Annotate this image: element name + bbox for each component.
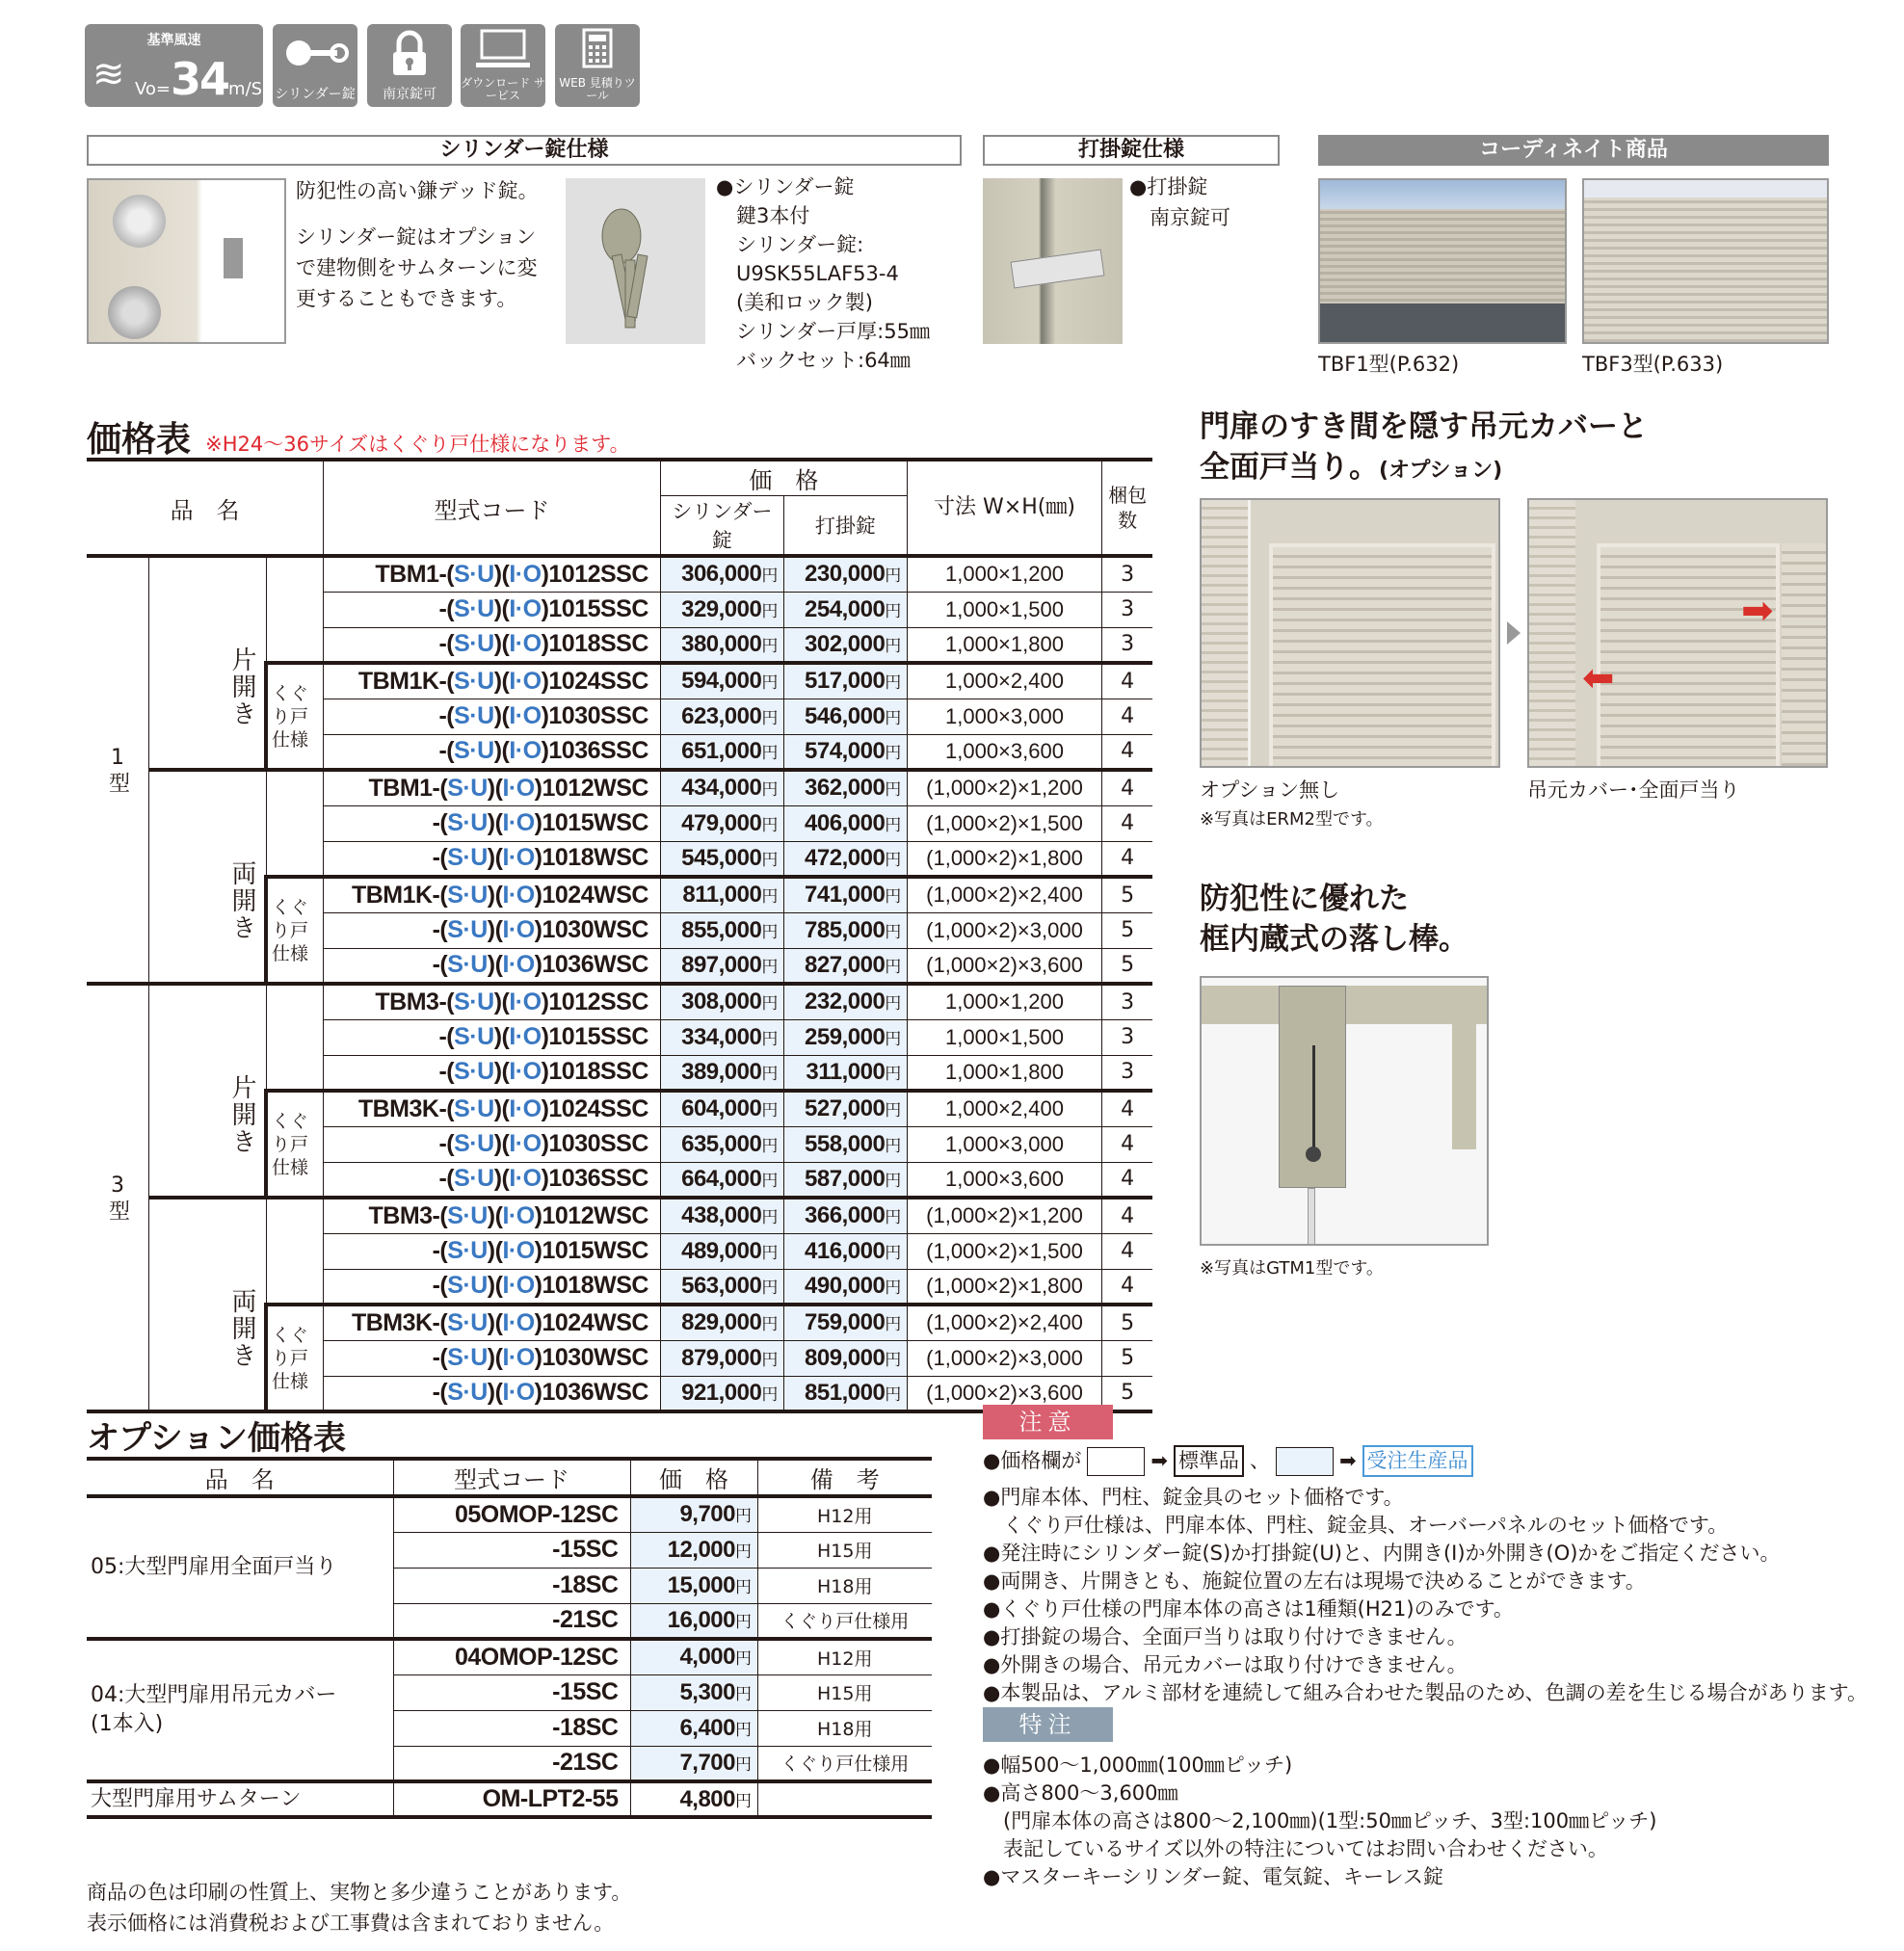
model-code: -(S·U)(I·O)1030SSC: [324, 699, 661, 734]
option-header-name: 品 名: [87, 1459, 393, 1496]
special-order-list: [983, 1752, 1657, 1891]
model-code: -(S·U)(I·O)1030WSC: [324, 1340, 661, 1376]
dimension: 1,000×1,500: [907, 592, 1101, 627]
header-name: 品 名: [87, 460, 324, 556]
header-cylinder: シリンダー錠: [660, 496, 783, 557]
model-code: -(S·U)(I·O)1018SSC: [324, 627, 661, 663]
package-count: 5: [1102, 1305, 1152, 1340]
package-count: 3: [1102, 984, 1152, 1019]
model-code: TBM3K-(S·U)(I·O)1024WSC: [324, 1305, 661, 1340]
model-code: -(S·U)(I·O)1036WSC: [324, 1376, 661, 1411]
cylinder-price: 545,000円: [660, 841, 783, 877]
kuguri-label: くぐり戸 仕様: [266, 663, 324, 770]
model-code: TBM3-(S·U)(I·O)1012WSC: [324, 1198, 661, 1233]
option-note: くぐり戸仕様用: [757, 1603, 932, 1639]
dimension: (1,000×2)×2,400: [907, 877, 1101, 912]
arrow-right-icon: [1507, 621, 1521, 645]
package-count: 3: [1102, 1019, 1152, 1055]
dimension: 1,000×2,400: [907, 663, 1101, 699]
cylinder-price: 434,000円: [660, 770, 783, 805]
padlock-price: 851,000円: [783, 1376, 907, 1411]
price-table-note: ※H24～36サイズはくぐり戸仕様になります。: [205, 433, 630, 456]
model-code: -(S·U)(I·O)1015SSC: [324, 1019, 661, 1055]
option-note: [757, 1781, 932, 1817]
package-count: 3: [1102, 1055, 1152, 1091]
package-count: 5: [1102, 877, 1152, 912]
option-price: 7,700円: [630, 1746, 757, 1781]
model-code: -(S·U)(I·O)1015WSC: [324, 805, 661, 841]
package-count: 4: [1102, 1126, 1152, 1162]
cylinder-price: 811,000円: [660, 877, 783, 912]
note-item: 表記しているサイズ以外の特注についてはお問い合わせください。: [983, 1837, 1608, 1860]
padlock-price: 259,000円: [783, 1019, 907, 1055]
gate-photo-without-option: [1200, 498, 1500, 768]
cylinder-price: 334,000円: [660, 1019, 783, 1055]
dimension: 1,000×3,000: [907, 1126, 1101, 1162]
model-code: -(S·U)(I·O)1018SSC: [324, 1055, 661, 1091]
option-price: 4,000円: [630, 1639, 757, 1674]
feature2-title: 防犯性に優れた 框内蔵式の落し棒。: [1200, 882, 1468, 957]
feature2-caption: ※写真はGTM1型です。: [1200, 1258, 1384, 1279]
padlock-icon: [385, 30, 434, 78]
model-code: TBM1K-(S·U)(I·O)1024WSC: [324, 877, 661, 912]
note-item: ●外開きの場合、吊元カバーは取り付けできません。: [983, 1653, 1468, 1676]
note-item: ●打掛錠の場合、全面戸当りは取り付けできません。: [983, 1625, 1468, 1648]
option-code: 05OMOP-12SC: [393, 1496, 630, 1532]
arrow-icon: ➡: [1338, 1449, 1357, 1472]
cylinder-price: 479,000円: [660, 805, 783, 841]
type-label: 3型: [87, 984, 149, 1411]
padlock-price: 809,000円: [783, 1340, 907, 1376]
padlock-price: 311,000円: [783, 1055, 907, 1091]
cylinder-price: 306,000円: [660, 556, 783, 592]
package-count: 5: [1102, 912, 1152, 948]
option-note: H18用: [757, 1568, 932, 1603]
header-dimension: 寸法 W×H(㎜): [907, 460, 1101, 556]
padlock-price: 759,000円: [783, 1305, 907, 1340]
package-count: 3: [1102, 556, 1152, 592]
header-code: 型式コード: [324, 460, 661, 556]
cylinder-lock-badge: シリンダー錠: [273, 24, 357, 107]
opening-type-label: 片開き: [149, 984, 267, 1198]
order-label: 受注生産品: [1362, 1445, 1473, 1477]
dimension: 1,000×3,000: [907, 699, 1101, 734]
padlock-price: 546,000円: [783, 699, 907, 734]
note-item: ●マスターキーシリンダー錠、電気錠、キーレス錠: [983, 1865, 1444, 1888]
padlock-detail-1: ●打掛錠: [1129, 175, 1208, 198]
option-note: H12用: [757, 1639, 932, 1674]
dimension: (1,000×2)×3,000: [907, 1340, 1101, 1376]
package-count: 5: [1102, 1376, 1152, 1411]
model-code: -(S·U)(I·O)1030SSC: [324, 1126, 661, 1162]
cylinder-price: 563,000円: [660, 1269, 783, 1305]
option-code: -18SC: [393, 1568, 630, 1603]
package-count: 4: [1102, 663, 1152, 699]
red-arrow-icon: ⬅: [1582, 656, 1615, 700]
package-count: 4: [1102, 1198, 1152, 1233]
cylinder-price: 623,000円: [660, 699, 783, 734]
coordinate-heading: コーディネイト商品: [1318, 135, 1829, 166]
option-header-code: 型式コード: [393, 1459, 630, 1496]
cylinder-price: 308,000円: [660, 984, 783, 1019]
calculator-icon: [578, 28, 617, 70]
padlock-price: 527,000円: [783, 1091, 907, 1126]
package-count: 4: [1102, 734, 1152, 770]
coordinate-photo-tbf3: [1582, 178, 1829, 344]
option-price: 5,300円: [630, 1674, 757, 1710]
cylinder-price: 380,000円: [660, 627, 783, 663]
option-table-title: オプション価格表: [87, 1419, 346, 1458]
coordinate-caption-tbf1: TBF1型(P.632): [1318, 353, 1460, 376]
option-note: H18用: [757, 1710, 932, 1746]
kuguri-label: くぐり戸 仕様: [266, 1091, 324, 1198]
cylinder-price: 389,000円: [660, 1055, 783, 1091]
dimension: 1,000×1,200: [907, 984, 1101, 1019]
dimension: 1,000×2,400: [907, 1091, 1101, 1126]
dimension: 1,000×1,500: [907, 1019, 1101, 1055]
footer-note-2: 表示価格には消費税および工事費は含まれておりません。: [87, 1911, 615, 1935]
coordinate-photo-tbf1: [1318, 178, 1567, 344]
note-item: ●発注時にシリンダー錠(S)か打掛錠(U)と、内開き(I)か外開き(O)かをご指定ください。: [983, 1542, 1781, 1565]
header-price: 価 格: [660, 460, 907, 496]
option-row: [87, 1496, 932, 1532]
red-arrow-icon: ➡: [1741, 589, 1774, 633]
package-count: 4: [1102, 770, 1152, 805]
price-table: [87, 458, 1152, 1413]
package-count: 4: [1102, 1233, 1152, 1269]
spacer-cell: [266, 556, 324, 663]
special-order-badge: 特注: [983, 1707, 1113, 1742]
option-code: -21SC: [393, 1603, 630, 1639]
model-code: TBM3-(S·U)(I·O)1012SSC: [324, 984, 661, 1019]
package-count: 5: [1102, 948, 1152, 984]
padlock-price: 517,000円: [783, 663, 907, 699]
cylinder-price: 604,000円: [660, 1091, 783, 1126]
dimension: (1,000×2)×2,400: [907, 1305, 1101, 1340]
dimension: (1,000×2)×3,000: [907, 912, 1101, 948]
dimension: (1,000×2)×1,500: [907, 1233, 1101, 1269]
model-code: -(S·U)(I·O)1018WSC: [324, 1269, 661, 1305]
wind-speed-badge: [85, 24, 263, 107]
note-item: くぐり戸仕様は、門扉本体、門柱、錠金具、オーバーパネルのセット価格です。: [983, 1514, 1729, 1537]
price-legend: ●価格欄が ➡ 標準品 、 ➡ 受注生産品: [983, 1445, 1473, 1477]
option-price: 15,000円: [630, 1568, 757, 1603]
package-count: 4: [1102, 1162, 1152, 1198]
kuguri-label: くぐり戸 仕様: [266, 1305, 324, 1411]
option-code: -18SC: [393, 1710, 630, 1746]
table-row: [87, 556, 1152, 592]
feature1-title: 門扉のすき間を隠す吊元カバーと 全面戸当り。(オプション): [1200, 409, 1648, 485]
option-note: H15用: [757, 1674, 932, 1710]
cylinder-price: 635,000円: [660, 1126, 783, 1162]
dimension: (1,000×2)×1,500: [907, 805, 1101, 841]
padlock-detail-2: 南京錠可: [1129, 206, 1230, 229]
cylinder-price: 594,000円: [660, 663, 783, 699]
option-name: 05:大型門扉用全面戸当り: [87, 1496, 393, 1639]
order-swatch: [1276, 1447, 1334, 1476]
table-row: [87, 770, 1152, 805]
spacer-cell: [266, 984, 324, 1091]
cylinder-desc-1: 防犯性の高い鎌デッド錠。: [296, 179, 539, 202]
option-code: -15SC: [393, 1674, 630, 1710]
option-note: くぐり戸仕様用: [757, 1746, 932, 1781]
gate-photo-with-option: [1527, 498, 1828, 768]
padlock-price: 362,000円: [783, 770, 907, 805]
option-row: [87, 1781, 932, 1817]
caution-list: [983, 1484, 1867, 1707]
model-code: TBM1-(S·U)(I·O)1012SSC: [324, 556, 661, 592]
download-service-badge: ダウンロード サービス: [461, 24, 545, 107]
wind-speed-label: 基準風速: [146, 33, 201, 48]
package-count: 4: [1102, 699, 1152, 734]
option-row: [87, 1639, 932, 1674]
padlock-price: 574,000円: [783, 734, 907, 770]
header-packages: 梱包 数: [1102, 460, 1152, 556]
option-price: 16,000円: [630, 1603, 757, 1639]
opening-type-label: 両開き: [149, 770, 267, 984]
opening-type-label: 片開き: [149, 556, 267, 770]
arrow-icon: ➡: [1150, 1449, 1168, 1472]
option-code: OM-LPT2-55: [393, 1781, 630, 1817]
option-header-note: 備 考: [757, 1459, 932, 1496]
note-item: ●両開き、片開きとも、施錠位置の左右は現場で決めることができます。: [983, 1569, 1646, 1593]
cylinder-price: 651,000円: [660, 734, 783, 770]
drop-bolt-photo: [1200, 976, 1489, 1246]
dimension: (1,000×2)×1,800: [907, 841, 1101, 877]
cylinder-price: 489,000円: [660, 1233, 783, 1269]
spacer-cell: [266, 1198, 324, 1305]
padlock-price: 490,000円: [783, 1269, 907, 1305]
package-count: 4: [1102, 1091, 1152, 1126]
dimension: (1,000×2)×3,600: [907, 1376, 1101, 1411]
cylinder-lock-photo: [87, 178, 286, 344]
padlock-price: 254,000円: [783, 592, 907, 627]
monitor-icon: [474, 28, 532, 70]
padlock-price: 587,000円: [783, 1162, 907, 1198]
package-count: 5: [1102, 1340, 1152, 1376]
padlock-price: 827,000円: [783, 948, 907, 984]
padlock-price: 416,000円: [783, 1233, 907, 1269]
footer-note-1: 商品の色は印刷の性質上、実物と多少違うことがあります。: [87, 1881, 632, 1904]
option-price: 9,700円: [630, 1496, 757, 1532]
model-code: -(S·U)(I·O)1036SSC: [324, 1162, 661, 1198]
padlock-price: 232,000円: [783, 984, 907, 1019]
note-item: ●くぐり戸仕様の門扉本体の高さは1種類(H21)のみです。: [983, 1597, 1514, 1621]
option-header-price: 価 格: [630, 1459, 757, 1496]
option-table: [87, 1457, 932, 1819]
dimension: 1,000×1,200: [907, 556, 1101, 592]
model-code: -(S·U)(I·O)1030WSC: [324, 912, 661, 948]
key-icon: [281, 34, 349, 72]
option-code: 04OMOP-12SC: [393, 1639, 630, 1674]
wind-icon: ≋: [93, 52, 125, 96]
note-item: ●幅500～1,000㎜(100㎜ピッチ): [983, 1753, 1293, 1777]
dimension: (1,000×2)×1,200: [907, 770, 1101, 805]
web-estimate-badge: WEB 見積りツール: [555, 24, 640, 107]
option-price: 4,800円: [630, 1781, 757, 1817]
note-item: ●高さ800～3,600㎜: [983, 1781, 1178, 1805]
option-name: 大型門扉用サムターン: [87, 1781, 393, 1817]
model-code: -(S·U)(I·O)1036WSC: [324, 948, 661, 984]
package-count: 4: [1102, 1269, 1152, 1305]
dimension: (1,000×2)×1,800: [907, 1269, 1101, 1305]
cylinder-price: 897,000円: [660, 948, 783, 984]
padlock-price: 366,000円: [783, 1198, 907, 1233]
coordinate-caption-tbf3: TBF3型(P.633): [1582, 353, 1724, 376]
padlock-price: 785,000円: [783, 912, 907, 948]
opening-type-label: 両開き: [149, 1198, 267, 1411]
model-code: TBM3K-(S·U)(I·O)1024SSC: [324, 1091, 661, 1126]
padlock-price: 472,000円: [783, 841, 907, 877]
table-row: [87, 984, 1152, 1019]
cylinder-price: 921,000円: [660, 1376, 783, 1411]
model-code: -(S·U)(I·O)1018WSC: [324, 841, 661, 877]
standard-swatch: [1087, 1447, 1145, 1476]
package-count: 4: [1102, 805, 1152, 841]
padlock-price: 230,000円: [783, 556, 907, 592]
dimension: 1,000×3,600: [907, 1162, 1101, 1198]
cylinder-price: 664,000円: [660, 1162, 783, 1198]
cylinder-spec-heading: シリンダー錠仕様: [87, 135, 962, 166]
option-price: 6,400円: [630, 1710, 757, 1746]
padlock-price: 741,000円: [783, 877, 907, 912]
dimension: 1,000×1,800: [907, 1055, 1101, 1091]
model-code: -(S·U)(I·O)1015SSC: [324, 592, 661, 627]
type-label: 1型: [87, 556, 149, 984]
model-code: -(S·U)(I·O)1036SSC: [324, 734, 661, 770]
padlock-hasp-photo: [983, 178, 1123, 344]
feature1-right-caption: 吊元カバー･全面戸当り: [1527, 778, 1740, 802]
dimension: (1,000×2)×3,600: [907, 948, 1101, 984]
cylinder-desc-2: シリンダー錠はオプションで建物側をサムターンに変更することもできます。: [296, 225, 538, 310]
spacer-cell: [266, 770, 324, 877]
wind-speed-value: Vo=34m/S: [135, 53, 263, 105]
padlock-price: 558,000円: [783, 1126, 907, 1162]
cylinder-price: 879,000円: [660, 1340, 783, 1376]
model-code: TBM1K-(S·U)(I·O)1024SSC: [324, 663, 661, 699]
padlock-price: 406,000円: [783, 805, 907, 841]
padlock-price: 302,000円: [783, 627, 907, 663]
package-count: 3: [1102, 592, 1152, 627]
padlock-badge: 南京錠可: [367, 24, 452, 107]
price-table-title: 価格表 ※H24～36サイズはくぐり戸仕様になります。: [87, 420, 630, 460]
package-count: 4: [1102, 841, 1152, 877]
model-code: -(S·U)(I·O)1015WSC: [324, 1233, 661, 1269]
note-item: ●本製品は、アルミ部材を連続して組み合わせた製品のため、色調の差を生じる場合があります。: [983, 1681, 1867, 1704]
option-note: H15用: [757, 1532, 932, 1568]
option-price: 12,000円: [630, 1532, 757, 1568]
kuguri-label: くぐり戸 仕様: [266, 877, 324, 984]
keys-photo: [566, 178, 705, 344]
cylinder-price: 329,000円: [660, 592, 783, 627]
feature1-left-caption: オプション無し: [1200, 778, 1340, 802]
caution-badge: 注意: [983, 1405, 1113, 1439]
padlock-spec-heading: 打掛錠仕様: [983, 135, 1280, 166]
standard-label: 標準品: [1174, 1445, 1244, 1477]
note-item: (門扉本体の高さは800～2,100㎜)(1型:50㎜ピッチ、3型:100㎜ピッチ): [983, 1809, 1657, 1832]
option-code: -21SC: [393, 1746, 630, 1781]
header-padlock: 打掛錠: [783, 496, 907, 557]
dimension: 1,000×3,600: [907, 734, 1101, 770]
dimension: 1,000×1,800: [907, 627, 1101, 663]
dimension: (1,000×2)×1,200: [907, 1198, 1101, 1233]
option-name: 04:大型門扉用吊元カバー (1本入): [87, 1639, 393, 1781]
package-count: 3: [1102, 627, 1152, 663]
model-code: TBM1-(S·U)(I·O)1012WSC: [324, 770, 661, 805]
option-code: -15SC: [393, 1532, 630, 1568]
note-item: ●門扉本体、門柱、錠金具のセット価格です。: [983, 1486, 1404, 1509]
option-note: H12用: [757, 1496, 932, 1532]
table-row: [87, 1198, 1152, 1233]
cylinder-price: 855,000円: [660, 912, 783, 948]
cylinder-price: 829,000円: [660, 1305, 783, 1340]
cylinder-price: 438,000円: [660, 1198, 783, 1233]
feature1-left-note: ※写真はERM2型です。: [1200, 809, 1384, 830]
